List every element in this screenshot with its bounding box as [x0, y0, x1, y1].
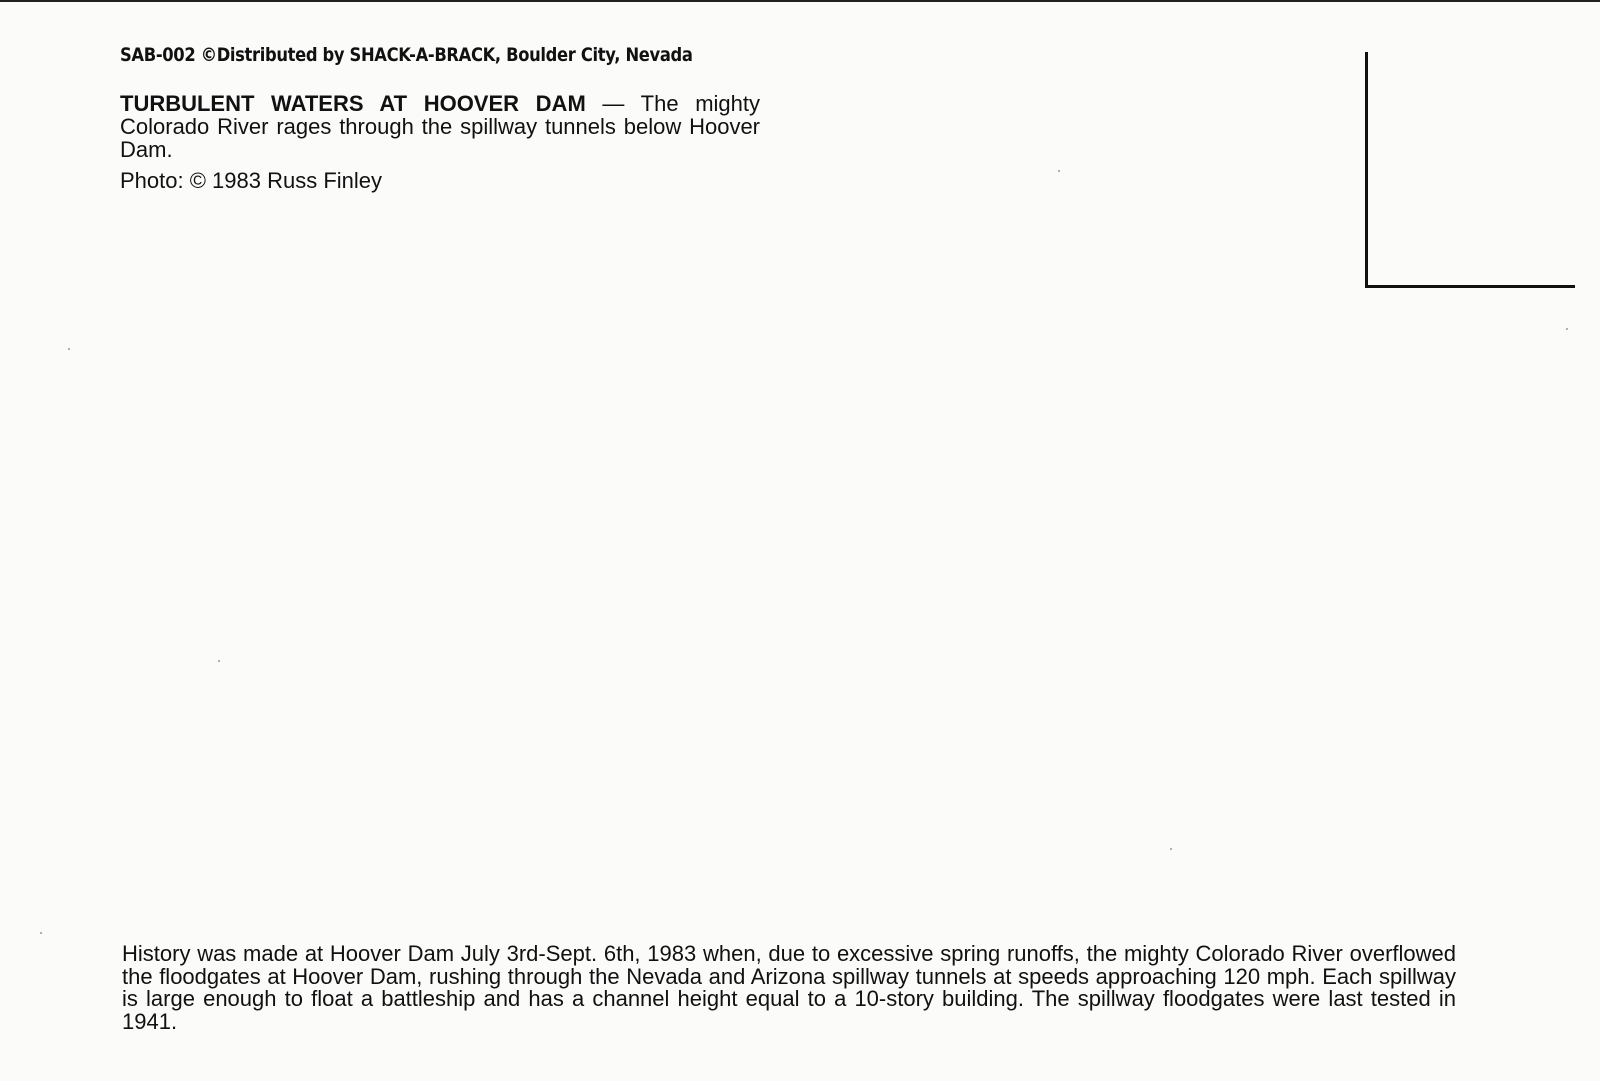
publisher-line: SAB-002 ©Distributed by SHACK-A-BRACK, Boulder City, Nevada — [120, 44, 693, 66]
caption — [120, 92, 760, 161]
paper-speck — [1170, 848, 1172, 850]
paper-speck — [68, 348, 70, 350]
stamp-box — [1365, 52, 1575, 288]
paper-speck — [1566, 328, 1568, 330]
paper-speck — [1058, 170, 1060, 172]
paper-speck — [218, 660, 220, 662]
top-border — [0, 0, 1600, 2]
paper-speck — [40, 932, 42, 934]
caption-text: The mighty Colorado River rages through the spillway tunnels below Hoover Dam. — [120, 91, 760, 162]
caption-headline: TURBULENT WATERS AT HOOVER DAM — [120, 91, 586, 116]
caption-separator: — — [585, 91, 641, 116]
history-text: History was made at Hoover Dam July 3rd-Sept. 6th, 1983 when, due to excessive spring runoffs, the mighty Colorado River overflowed the floodgates at Hoover Dam, rushing through the Nevada and Arizona spillway tunnels at speeds approaching 120 mph. Each spillway is large enough to float a battleship and has a channel height equal to a 10-story building. The spillway floodgates were last tested in 1941. — [122, 941, 1456, 1034]
photo-credit: Photo: © 1983 Russ Finley — [120, 168, 383, 193]
